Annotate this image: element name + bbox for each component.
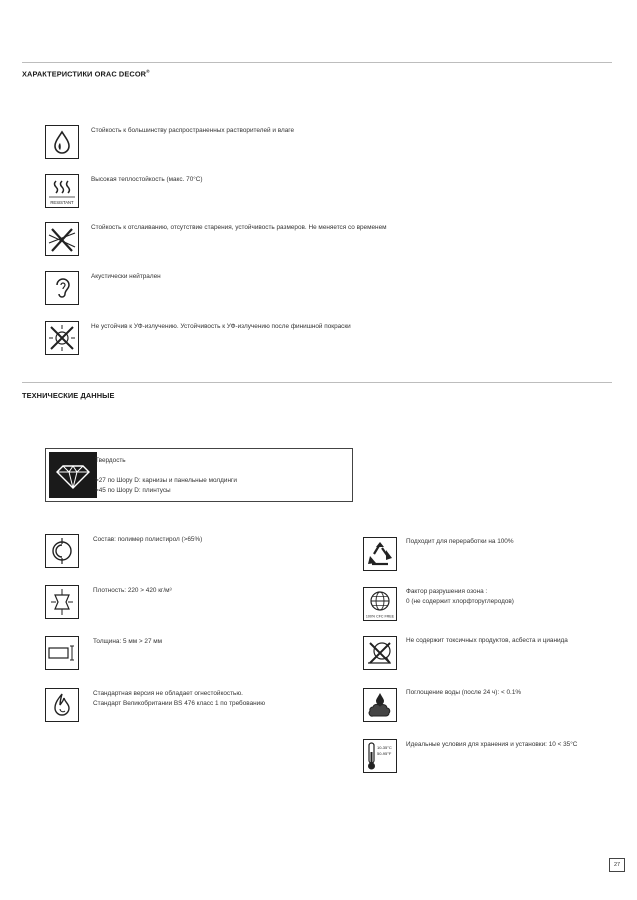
- fahrenheit-range-label: 50-95°F: [377, 751, 392, 756]
- flame-icon: [45, 688, 79, 722]
- tech-text: Стандартная версия не обладает огнестойкостью.: [93, 690, 243, 697]
- tech-text: Стандарт Великобритании BS 476 класс 1 по требованию: [93, 700, 266, 707]
- diamond-icon: [49, 452, 97, 498]
- crossed-out-crack-icon: [45, 222, 79, 256]
- tech-text: Плотность: 220 > 420 кг/м³: [93, 587, 172, 594]
- thermometer-icon: [363, 739, 397, 773]
- hardness-line-1: >27 по Шору D: карнизы и панельные молдинги: [95, 477, 237, 484]
- density-icon: [45, 585, 79, 619]
- tech-text: Фактор разрушения озона :: [406, 588, 488, 595]
- characteristic-text: Акустически нейтрален: [91, 273, 161, 280]
- polymer-ring-icon: [45, 534, 79, 568]
- registered-mark: ®: [146, 69, 150, 74]
- ear-icon: [45, 271, 79, 305]
- characteristic-text: Стойкость к отслаиванию, отсутствие старения, устойчивость размеров. Не меняется со временем: [91, 224, 387, 231]
- no-toxic-icon: [363, 636, 397, 670]
- cfc-free-label: 100% CFC FREE: [365, 614, 395, 619]
- tech-text: Толщина: 5 мм > 27 мм: [93, 638, 163, 645]
- characteristic-text: Высокая теплостойкость (макс. 70°C): [91, 176, 203, 183]
- characteristics-title: ХАРАКТЕРИСТИКИ ORAC DECOR: [22, 69, 147, 79]
- hardness-line-2: >45 по Шору D: плинтусы: [95, 487, 171, 494]
- water-absorption-icon: [363, 688, 397, 722]
- characteristic-text: Не устойчив к УФ-излучению. Устойчивость к УФ-излучению после финишной покраски: [91, 323, 351, 330]
- hardness-box: [45, 448, 353, 502]
- technical-heading: ТЕХНИЧЕСКИЕ ДАННЫЕ: [22, 391, 115, 400]
- tech-text: Поглощение воды (после 24 ч): < 0.1%: [406, 689, 522, 696]
- crossed-sun-icon: [45, 321, 79, 355]
- tech-text: Не содержит токсичных продуктов, асбеста и цианида: [406, 637, 568, 644]
- characteristics-heading: [22, 69, 150, 78]
- top-divider: [22, 62, 612, 63]
- tech-text: 0 (не содержит хлорфторуглеродов): [406, 598, 514, 605]
- water-drop-icon: [45, 125, 79, 159]
- globe-icon: [363, 587, 397, 621]
- tech-text: Идеальные условия для хранения и установки: 10 < 35°C: [406, 741, 578, 748]
- tech-text: Состав: полимер полистирол (>65%): [93, 536, 203, 543]
- thickness-icon: [45, 636, 79, 670]
- celsius-range-label: 10-35°C: [377, 745, 392, 750]
- page-number: 27: [609, 858, 625, 872]
- heat-resistant-icon: [45, 174, 79, 208]
- section-divider: [22, 382, 612, 383]
- characteristic-text: Стойкость к большинству распространенных растворителей и влаге: [91, 127, 295, 134]
- hardness-title: Твердость: [95, 457, 126, 464]
- recycle-icon: [363, 537, 397, 571]
- tech-text: Подходит для переработки на 100%: [406, 538, 514, 545]
- resistant-label: RESISTANT: [50, 200, 74, 205]
